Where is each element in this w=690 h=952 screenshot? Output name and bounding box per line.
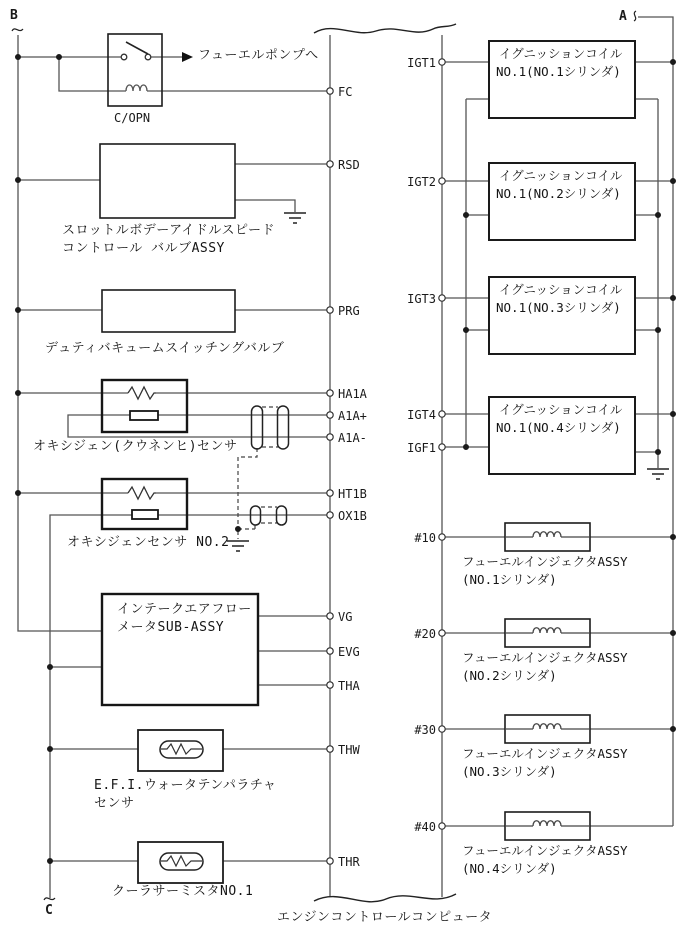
iscv-label-1: スロットルボデーアイドルスピード: [62, 223, 276, 238]
terminal-thr: THR: [338, 855, 360, 869]
iscv-label-2: コントロール バルブASSY: [62, 241, 225, 256]
terminal-20: #20: [414, 627, 436, 641]
coil2-label-2: NO.1(NO.2シリンダ): [496, 186, 621, 201]
coil4-label-1: イグニッションコイル: [499, 402, 623, 417]
injector1-label-1: フューエルインジェクタASSY: [462, 554, 628, 569]
terminal-a1a-plus: A1A+: [338, 409, 367, 423]
terminal-ht1b: HT1B: [338, 487, 367, 501]
coil1-label-2: NO.1(NO.1シリンダ): [496, 64, 621, 79]
o2-sub-element: [132, 510, 158, 519]
shield-dashed-links: [238, 407, 278, 539]
relay-switch-contacts: [121, 54, 151, 60]
terminal-fc: FC: [338, 85, 353, 99]
terminal-ha1a: HA1A: [338, 387, 367, 401]
terminal-vg: VG: [338, 610, 353, 624]
cooler-thermistor-label: クーラサーミスタNO.1: [112, 884, 254, 899]
ecu-label: エンジンコントロールコンピュータ: [277, 910, 493, 925]
terminal-igt3: IGT3: [407, 292, 436, 306]
o2-sub-label: オキシジェンセンサ NO.2: [67, 535, 230, 550]
relay-label: C/OPN: [114, 111, 151, 125]
injector3-label-1: フューエルインジェクタASSY: [462, 746, 628, 761]
terminal-igt2: IGT2: [407, 175, 436, 189]
connector-b-label: B: [10, 8, 18, 23]
terminal-prg: PRG: [338, 304, 360, 318]
relay-coil-symbol: [126, 85, 147, 91]
vsv-label: デュティバキュームスイッチングバルブ: [45, 341, 285, 356]
terminal-30: #30: [414, 723, 436, 737]
coil3-label-2: NO.1(NO.3シリンダ): [496, 300, 621, 315]
terminal-rsd: RSD: [338, 158, 360, 172]
injector4-label-2: (NO.4シリンダ): [462, 861, 557, 876]
shield-ellipse-a1a-right: [278, 406, 289, 449]
afm-label-2: メータSUB-ASSY: [117, 620, 225, 635]
terminal-igt4: IGT4: [407, 408, 436, 422]
terminal-tha: THA: [338, 679, 360, 693]
o2-main-label: オキシジェン(クウネンヒ)センサ: [33, 439, 238, 454]
terminal-thw: THW: [338, 743, 360, 757]
terminal-10: #10: [414, 531, 436, 545]
terminal-a1a-minus: A1A-: [338, 431, 367, 445]
fuel-pump-arrowhead: [182, 52, 193, 62]
afm-label-1: インテークエアフロー: [117, 602, 252, 617]
connector-a-label: A: [619, 9, 627, 24]
terminal-evg: EVG: [338, 645, 360, 659]
injector3-label-2: (NO.3シリンダ): [462, 764, 557, 779]
iscv-box: [100, 144, 235, 218]
coil1-label-1: イグニッションコイル: [499, 46, 623, 61]
ecu-bottom-tear: [314, 894, 456, 902]
injector1-label-2: (NO.1シリンダ): [462, 572, 557, 587]
coil4-label-2: NO.1(NO.4シリンダ): [496, 420, 621, 435]
ecu-top-tear: [314, 24, 456, 33]
connector-a-break: [634, 11, 636, 21]
terminal-igt1: IGT1: [407, 56, 436, 70]
injector4-label-1: フューエルインジェクタASSY: [462, 843, 628, 858]
water-temp-label-1: E.F.I.ウォータテンパラチャ: [94, 778, 277, 793]
relay-box: [108, 34, 162, 106]
shield-ellipse-a1a-left: [252, 406, 263, 449]
terminal-40: #40: [414, 820, 436, 834]
terminal-ox1b: OX1B: [338, 509, 367, 523]
o2-sub-box: [102, 479, 187, 529]
terminal-igf1: IGF1: [407, 441, 436, 455]
relay-switch-blade: [126, 42, 148, 54]
vsv-box: [102, 290, 235, 332]
injector2-label-1: フューエルインジェクタASSY: [462, 650, 628, 665]
coil2-label-1: イグニッションコイル: [499, 168, 623, 183]
o2-main-element: [130, 411, 158, 420]
coil3-label-1: イグニッションコイル: [499, 282, 623, 297]
connector-c-break: [44, 898, 55, 900]
injector2-label-2: (NO.2シリンダ): [462, 668, 557, 683]
ground-symbols: [227, 213, 669, 551]
connector-c-label: C: [45, 903, 53, 918]
water-temp-label-2: センサ: [94, 796, 135, 811]
fuel-pump-note: フューエルポンプへ: [198, 48, 319, 63]
connector-b-break: [12, 29, 23, 31]
